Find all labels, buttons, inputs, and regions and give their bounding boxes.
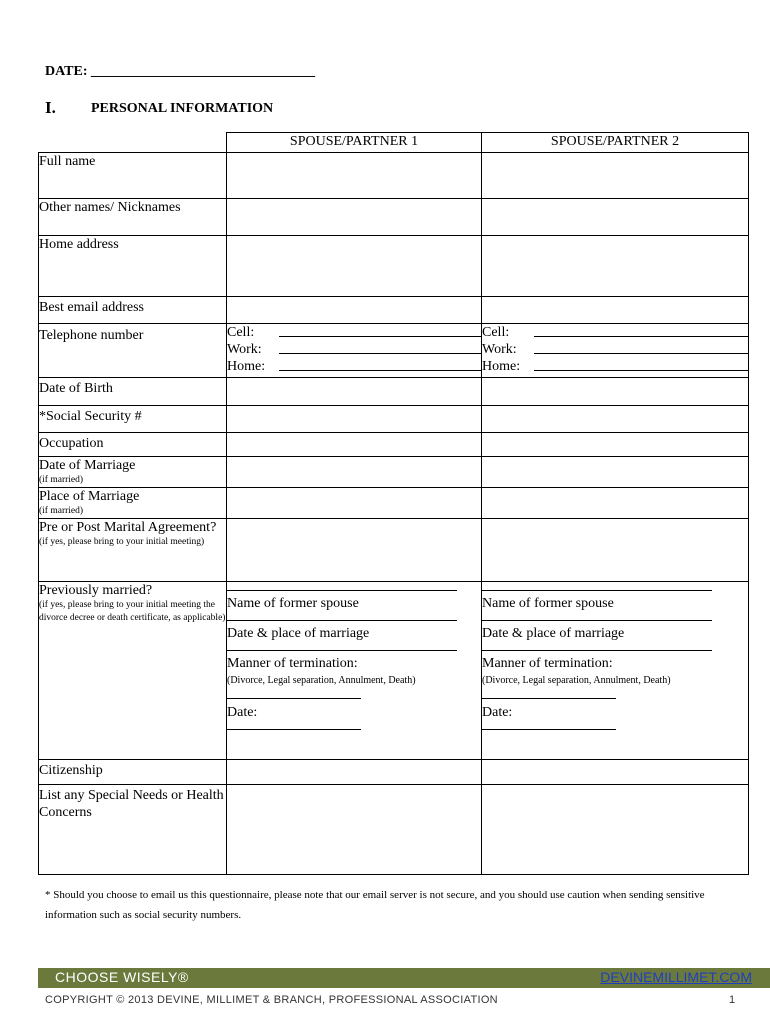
phone-work-label: Work: [482,342,517,357]
row-label-date-of-marriage [39,457,227,488]
footer-website-link[interactable]: DEVINEMILLIMET.COM [600,969,752,985]
date-blank[interactable]: ________________________________ [91,64,316,79]
section-title: PERSONAL INFORMATION [91,101,274,116]
partner-1-marital-agreement-field[interactable] [227,519,482,582]
row-label-other-names: Other names/ Nicknames [39,199,227,236]
phone-row-cell[interactable] [227,324,481,341]
phone-row-home[interactable] [227,358,481,375]
phone-row-cell[interactable] [482,324,748,341]
section-heading [45,98,274,118]
phone-home-blank[interactable] [279,358,481,371]
partner-1-telephone-block [227,324,482,378]
partner-1-full-name-field[interactable] [227,153,482,199]
termination-date-blank-top[interactable] [227,698,361,699]
partner-2-citizenship-field[interactable] [482,760,749,785]
termination-options: (Divorce, Legal separation, Annulment, Death) [227,675,416,686]
partner-2-full-name-field[interactable] [482,153,749,199]
phone-cell-blank[interactable] [534,324,748,337]
date-field [45,64,315,80]
date-label: DATE: [45,64,88,79]
marital-agreement-note: (if yes, please bring to your initial meeting) [39,537,205,547]
row-label-place-of-marriage [39,488,227,519]
phone-home-label: Home: [482,359,521,374]
former-spouse-label: Name of former spouse [227,596,359,611]
partner-1-ssn-field[interactable] [227,406,482,433]
row-label-email: Best email address [39,297,227,324]
partner-1-place-of-marriage-field[interactable] [227,488,482,519]
copyright-text: COPYRIGHT © 2013 DEVINE, MILLIMET & BRANCH, PROFESSIONAL ASSOCIATION [45,994,498,1006]
partner-1-previous-marriage-block [227,582,482,760]
place-of-marriage-label: Place of Marriage [39,489,140,504]
partner-2-marital-agreement-field[interactable] [482,519,749,582]
phone-cell-blank[interactable] [279,324,481,337]
termination-date-blank[interactable] [227,729,361,730]
termination-blank[interactable] [227,650,457,651]
termination-label: Manner of termination: [482,656,613,671]
partner-1-special-needs-field[interactable] [227,785,482,875]
row-label-special-needs: List any Special Needs or Health Concerns [39,785,227,875]
termination-blank[interactable] [482,650,712,651]
row-label-ssn: *Social Security # [39,406,227,433]
partner-2-ssn-field[interactable] [482,406,749,433]
row-label-telephone: Telephone number [39,324,227,378]
termination-date-blank[interactable] [482,729,616,730]
date-place-blank[interactable] [482,620,712,621]
previously-married-note: (if yes, please bring to your initial meeting the divorce decree or death certificate, as applicable) [39,600,226,623]
previously-married-label: Previously married? [39,583,153,598]
personal-info-table [38,132,749,875]
partner-2-special-needs-field[interactable] [482,785,749,875]
date-place-label: Date & place of marriage [227,626,370,641]
place-of-marriage-note: (if married) [39,506,84,516]
row-label-previously-married [39,582,227,760]
row-label-home-address: Home address [39,236,227,297]
termination-date-label: Date: [227,705,258,720]
partner-1-home-address-field[interactable] [227,236,482,297]
former-spouse-blank[interactable] [227,590,457,591]
phone-cell-label: Cell: [482,325,510,340]
partner-2-place-of-marriage-field[interactable] [482,488,749,519]
row-label-citizenship: Citizenship [39,760,227,785]
footer-tagline: CHOOSE WISELY® [55,969,189,985]
termination-options: (Divorce, Legal separation, Annulment, Death) [482,675,671,686]
column-header-partner-1: SPOUSE/PARTNER 1 [227,133,482,153]
date-of-marriage-label: Date of Marriage [39,458,136,473]
row-label-occupation: Occupation [39,433,227,457]
partner-1-other-names-field[interactable] [227,199,482,236]
row-label-full-name: Full name [39,153,227,199]
termination-date-blank-top[interactable] [482,698,616,699]
partner-1-date-of-marriage-field[interactable] [227,457,482,488]
partner-2-home-address-field[interactable] [482,236,749,297]
phone-work-blank[interactable] [279,341,481,354]
partner-2-other-names-field[interactable] [482,199,749,236]
phone-work-blank[interactable] [534,341,748,354]
footer-bar [38,968,770,988]
partner-1-email-field[interactable] [227,297,482,324]
marital-agreement-label: Pre or Post Marital Agreement? [39,520,217,535]
phone-row-work[interactable] [482,341,748,358]
partner-2-email-field[interactable] [482,297,749,324]
date-place-blank[interactable] [227,620,457,621]
termination-label: Manner of termination: [227,656,358,671]
former-spouse-label: Name of former spouse [482,596,614,611]
partner-1-dob-field[interactable] [227,378,482,406]
termination-date-label: Date: [482,705,513,720]
partner-2-date-of-marriage-field[interactable] [482,457,749,488]
partner-1-citizenship-field[interactable] [227,760,482,785]
date-of-marriage-note: (if married) [39,475,84,485]
security-footnote: * Should you choose to email us this questionnaire, please note that our email server is not secure, and you should use caution when sending sensitive information such as social security numbers. [45,889,705,921]
page-number: 1 [729,994,736,1006]
row-label-dob: Date of Birth [39,378,227,406]
partner-2-previous-marriage-block [482,582,749,760]
partner-1-occupation-field[interactable] [227,433,482,457]
partner-2-occupation-field[interactable] [482,433,749,457]
partner-2-telephone-block [482,324,749,378]
column-header-partner-2: SPOUSE/PARTNER 2 [482,133,749,153]
former-spouse-blank[interactable] [482,590,712,591]
phone-row-home[interactable] [482,358,748,375]
phone-home-label: Home: [227,359,266,374]
partner-2-dob-field[interactable] [482,378,749,406]
corner-cell [39,133,227,153]
section-number: I. [45,98,56,117]
row-label-marital-agreement [39,519,227,582]
phone-home-blank[interactable] [534,358,748,371]
date-place-label: Date & place of marriage [482,626,625,641]
phone-work-label: Work: [227,342,262,357]
phone-row-work[interactable] [227,341,481,358]
phone-cell-label: Cell: [227,325,255,340]
